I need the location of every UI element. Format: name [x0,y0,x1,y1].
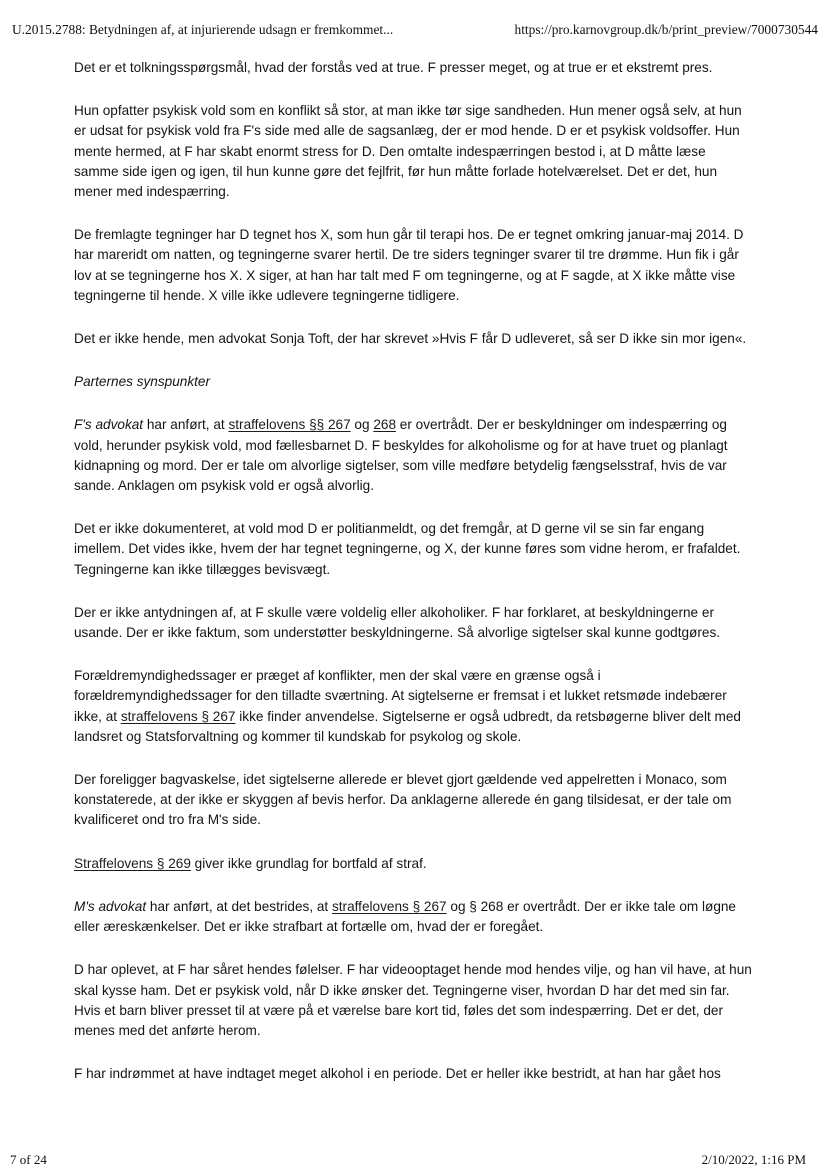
page-url: https://pro.karnovgroup.dk/b/print_preview/7000730544 [514,22,818,37]
page-number: 7 of 24 [10,1152,47,1167]
paragraph [74,854,752,874]
text-run: har anført, at det bestrides, at [146,898,332,914]
document-body [74,58,752,1107]
text-run: er overtrådt. Der er beskyldninger om indespærring og vold, herunder psykisk vold, mod fællesbarnet D. F beskyldes for alkoholisme og for at have truet og planlagt kidnapning og mord. Der er tale om alvorlige sigtelser, som ville medføre betydelig fængselsstraf, hvis de var sande. Anklagen om psykisk vold er også alvorlig. [74,417,728,494]
law-link-269[interactable]: Straffelovens § 269 [74,855,191,871]
document-title: U.2015.2788: Betydningen af, at injurierende udsagn er fremkommet... [12,22,394,37]
paragraph: Hun opfatter psykisk vold som en konflikt så stor, at man ikke tør sige sandheden. Hun mener også selv, at hun er udsat for psykisk vold fra F's side med alle de sagsanlæg, der er mod hende. D er et psykisk voldsoffer. Hun mente hermed, at F har skabt enormt stress for D. Den omtalte indespærringen bestod i, at D måtte læse samme side igen og igen, til hun kunne gøre det fejlfrit, før hun måtte forlade hotelværelset. Det er det, hun mener med indespærring. [74,103,742,200]
section-heading [74,372,752,392]
text-run: og § 268 er overtrådt. Der er ikke tale om løgne eller æreskænkelser. Det er ikke strafbart at fortælle om, hvad der er foregået. [74,898,736,935]
print-header [12,22,818,38]
text-run: og [350,417,374,433]
section-heading-text: Parternes synspunkter [74,374,211,390]
print-datetime: 2/10/2022, 1:16 PM [701,1152,806,1167]
law-link-267[interactable]: straffelovens § 267 [331,898,447,914]
party-label: F's advokat [74,417,144,433]
paragraph: Det er ikke dokumenteret, at vold mod D er politianmeldt, og det fremgår, at D gerne vil se sin far engang imellem. Det vides ikke, hvem der har tegnet tegningerne, og X, der kunne føres som vidne herom, er frafaldet. Tegningerne kan ikke tillægges bevisvægt. [74,521,741,577]
paragraph: Der foreligger bagvaskelse, idet sigtelserne allerede er blevet gjort gældende ved appelretten i Monaco, som konstaterede, at der ikke er skyggen af bevis herfor. Da anklagerne allerede én gang tilsidesat, er der tale om kvalificeret ond tro fra M's side. [74,772,732,828]
paragraph [74,897,752,937]
print-footer [10,1152,806,1168]
law-link-268[interactable]: 268 [373,417,397,433]
party-label: M's advokat [74,898,147,914]
paragraph [74,415,752,496]
text-run: ikke finder anvendelse. Sigtelserne er også udbredt, da retsbøgerne bliver delt med landsret og Statsforvaltning og kommer til kundskab for psykolog og skole. [74,708,741,744]
paragraph: Det er ikke hende, men advokat Sonja Toft, der har skrevet »Hvis F får D udleveret, så ser D ikke sin mor igen«. [74,331,747,347]
paragraph: De fremlagte tegninger har D tegnet hos X, som hun går til terapi hos. De er tegnet omkring januar-maj 2014. D har mareridt om natten, og tegningerne svarer hertil. De tre siders tegninger svarer til tre drømme. Hun fik i går lov at se tegningerne hos X. X siger, at han har talt med F om tegningerne, og at F sagde, at X ikke måtte vise tegningerne til hende. X ville ikke udlevere tegningerne tidligere. [74,227,744,303]
paragraph: Der er ikke antydningen af, at F skulle være voldelig eller alkoholiker. F har forklaret, at beskyldningerne er usande. Der er ikke faktum, som understøtter beskyldningerne. Så alvorlige sigtelser skal kunne godtgøres. [74,604,721,641]
law-link-267-268[interactable]: straffelovens §§ 267 [228,417,351,433]
text-run: Forældremyndighedssager er præget af konflikter, men der skal være en grænse også i forældremyndighedssager for den tilladte sværtning. At sigtelserne er fremsat i et lukket retsmøde indebærer ikke, at [74,668,727,724]
paragraph [74,666,752,747]
paragraph: D har oplevet, at F har såret hendes følelser. F har videooptaget hende mod hendes vilje, og han vil have, at hun skal kysse ham. Det er psykisk vold, når D ikke ønsker det. Tegningerne viser, hvordan D har det med sin far. Hvis et barn bliver presset til at være på et værelse bare kort tid, føles det som indespærring. Det er det, der menes med det anførte herom. [74,962,752,1038]
text-run: giver ikke grundlag for bortfald af straf. [190,855,427,871]
text-run: har anført, at [143,417,229,433]
law-link-267[interactable]: straffelovens § 267 [120,708,236,724]
paragraph: Det er et tolkningsspørgsmål, hvad der forstås ved at true. F presser meget, og at true er et ekstremt pres. [74,60,713,75]
paragraph: F har indrømmet at have indtaget meget alkohol i en periode. Det er heller ikke bestridt, at han har gået hos [74,1066,721,1082]
